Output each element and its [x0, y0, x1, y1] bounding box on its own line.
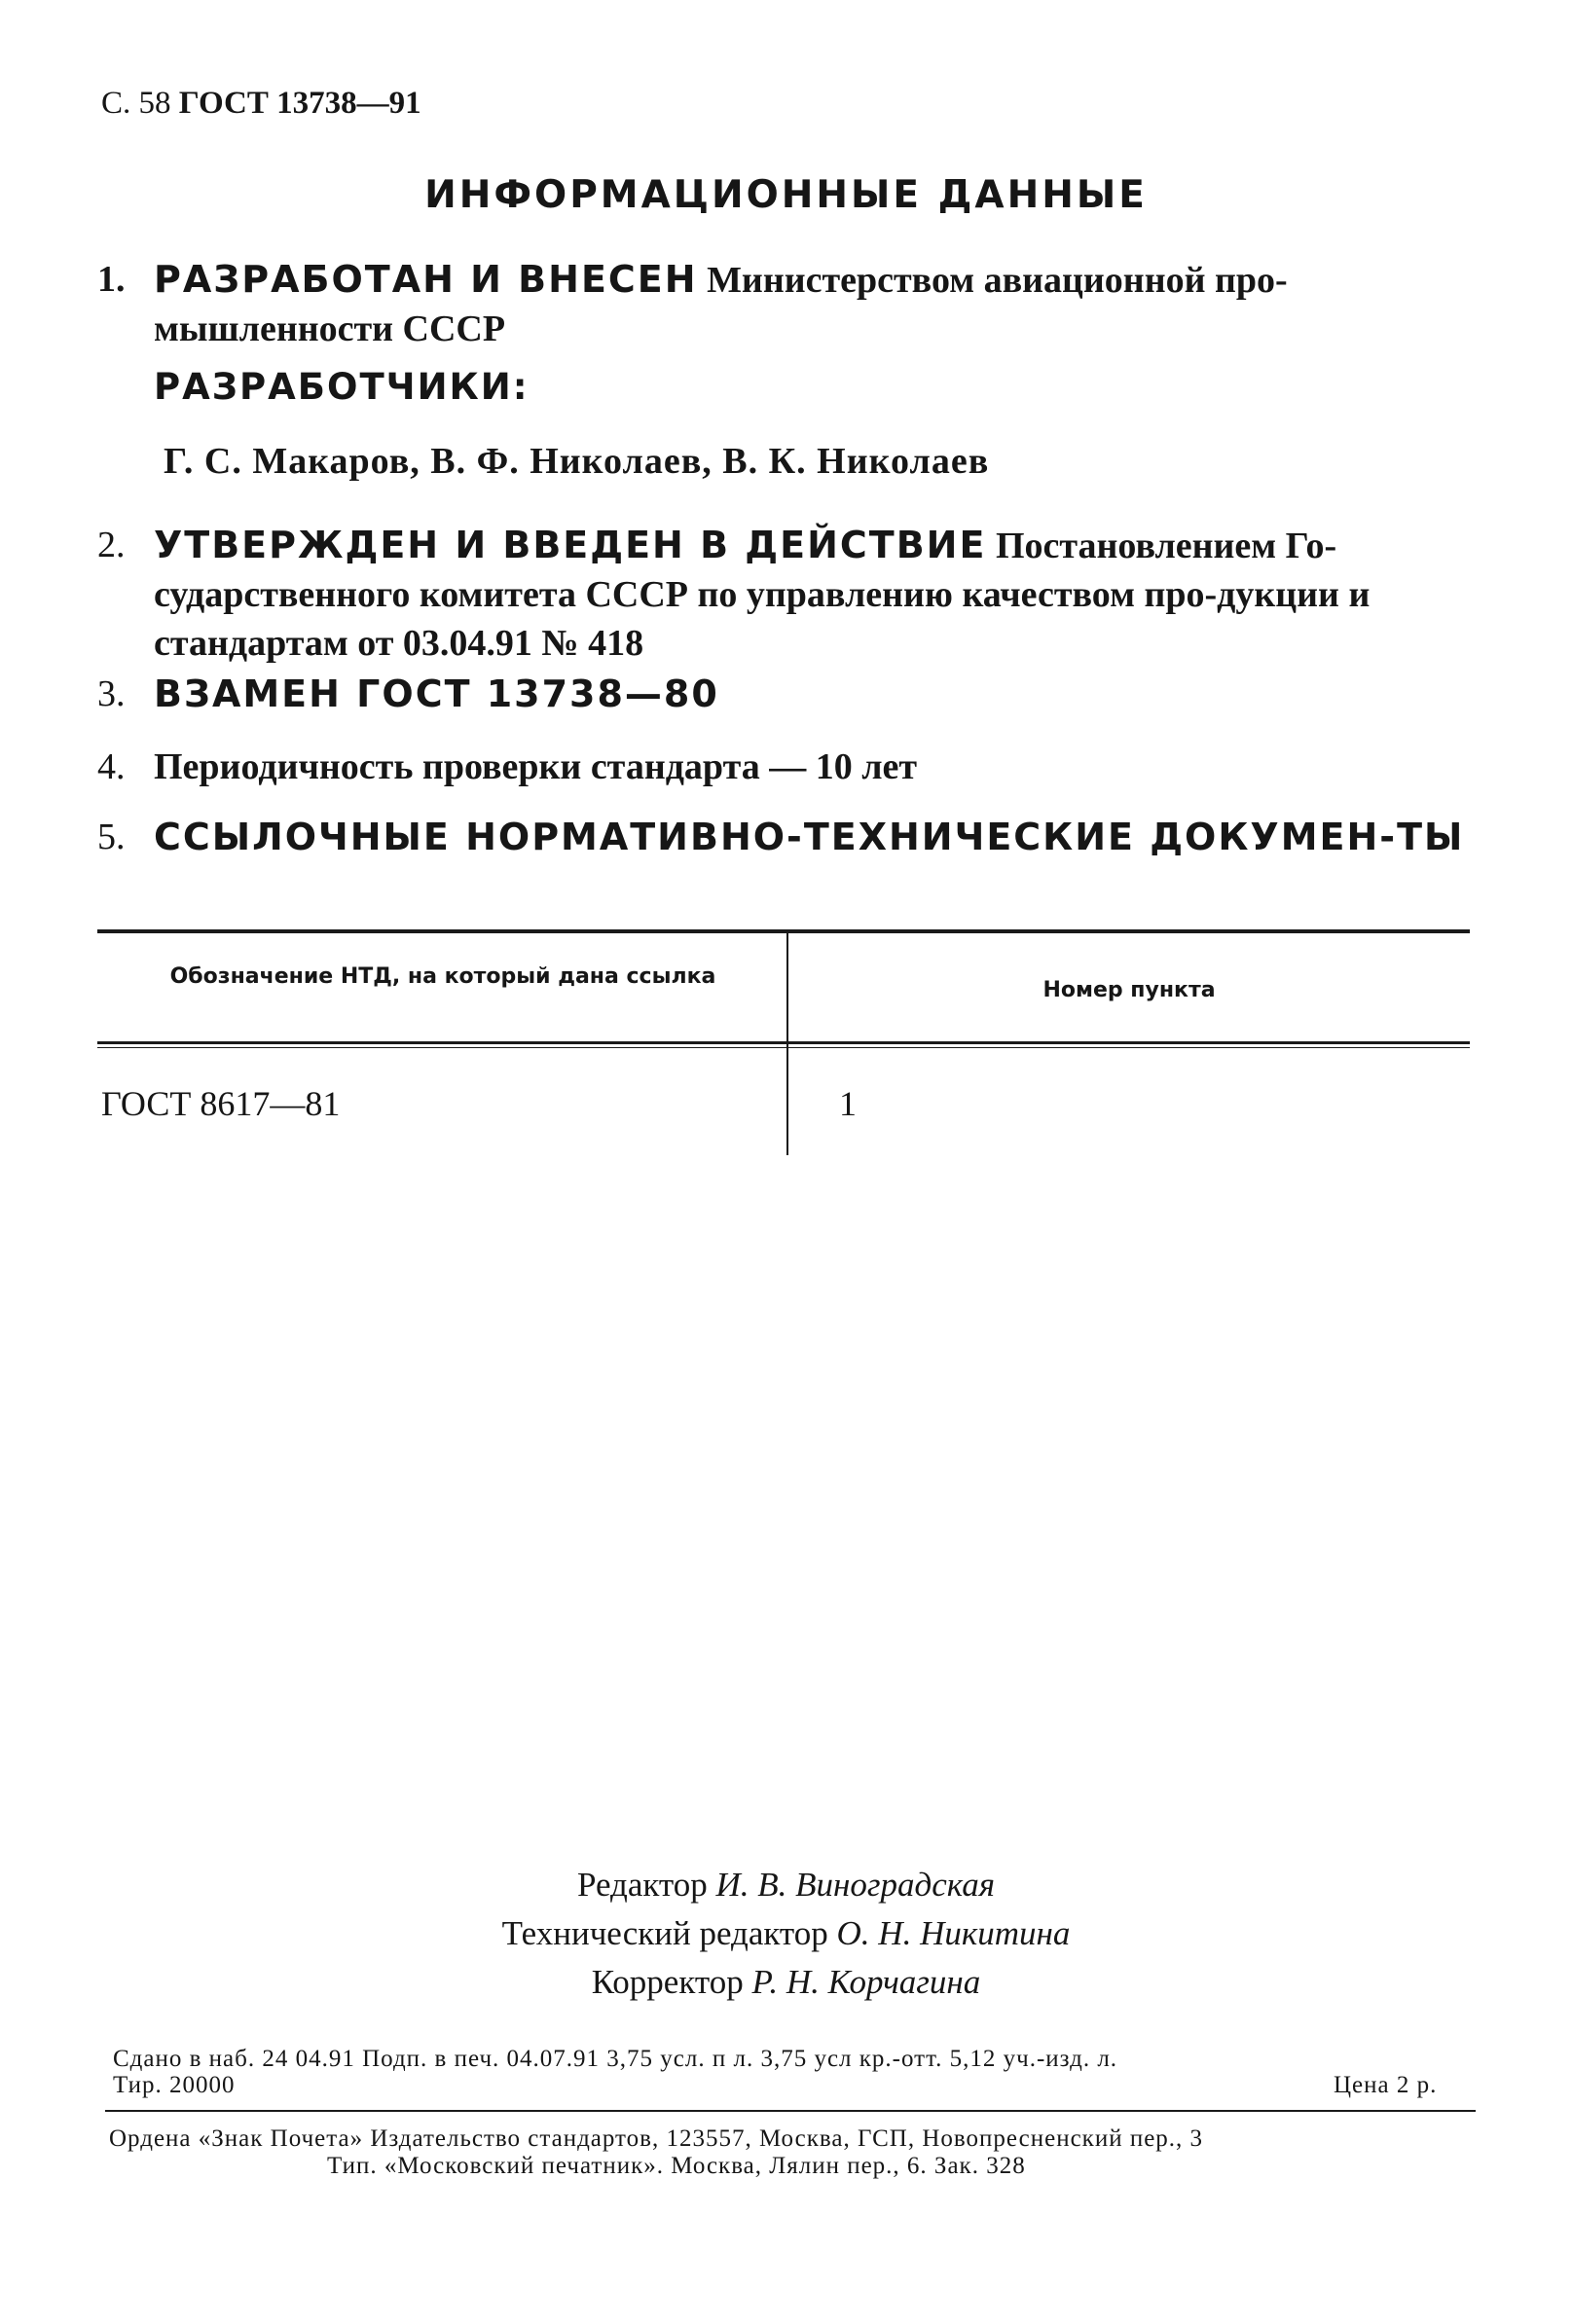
imprint-price: Цена 2 р. [1334, 2072, 1438, 2098]
imprint-line-1: Сдано в наб. 24 04.91 Подп. в печ. 04.07.91 3,75 усл. п л. 3,75 усл кр.-отт. 5,12 уч.-изд. л. [113, 2046, 1118, 2072]
credit-name: Р. Н. Корчагина [751, 1963, 981, 2001]
item-text: ВЗАМЕН ГОСТ 13738—80 [154, 672, 719, 715]
page-header [101, 86, 421, 122]
table-header-clause: Номер пункта [1042, 978, 1216, 1002]
table-cell-clause: 1 [839, 1084, 857, 1123]
item-lead: РАЗРАБОТАН И ВНЕСЕН [154, 258, 698, 301]
item-number: 2. [97, 525, 126, 565]
credit-role: Корректор [591, 1963, 744, 2001]
developers-names: Г. С. Макаров, В. Ф. Николаев, В. К. Николаев [164, 441, 990, 482]
credits-block [0, 1861, 1572, 2007]
info-item-2 [97, 521, 1470, 668]
credit-name: О. Н. Никитина [836, 1914, 1071, 1952]
info-item-3 [97, 670, 1470, 719]
credit-role: Технический редактор [501, 1914, 828, 1952]
credit-name: И. В. Виноградская [715, 1866, 996, 1904]
item-text: Министерством авиационной про-мышленности СССР [154, 260, 1288, 349]
standard-number: ГОСТ 13738—91 [178, 86, 421, 121]
info-item-4 [97, 743, 1470, 791]
imprint-rule [105, 2110, 1476, 2112]
info-item-1 [97, 255, 1470, 353]
developers-label: РАЗРАБОТЧИКИ: [154, 366, 530, 408]
info-item-5 [97, 813, 1470, 862]
item-text: Периодичность проверки стандарта — 10 лет [154, 746, 918, 787]
item-number: 4. [97, 746, 126, 787]
table-header-reference: Обозначение НТД, на который дана ссылка [169, 964, 716, 989]
imprint-circulation: Тир. 20000 [113, 2072, 236, 2098]
item-number: 1. [97, 259, 126, 300]
page-label: С. 58 [101, 86, 171, 121]
page-title: ИНФОРМАЦИОННЫЕ ДАННЫЕ [424, 173, 1148, 217]
item-text: Постановлением Го-сударственного комитета СССР по управлению качеством про-дукции и стандартам от 03.04.91 № 418 [154, 526, 1371, 664]
credit-corrector [0, 1958, 1572, 2007]
credit-tech-editor [0, 1909, 1572, 1958]
table-cell-reference: ГОСТ 8617—81 [101, 1084, 341, 1123]
credit-role: Редактор [576, 1866, 708, 1904]
item-number: 3. [97, 673, 126, 714]
item-lead: УТВЕРЖДЕН И ВВЕДЕН В ДЕЙСТВИЕ [154, 524, 987, 566]
imprint-printer: Тип. «Московский печатник». Москва, Лялин пер., 6. Зак. 328 [327, 2153, 1026, 2179]
imprint-publisher: Ордена «Знак Почета» Издательство стандартов, 123557, Москва, ГСП, Новопресненский пер., 3 [109, 2125, 1204, 2152]
table-header-rule [97, 1041, 1470, 1044]
item-text: ССЫЛОЧНЫЕ НОРМАТИВНО-ТЕХНИЧЕСКИЕ ДОКУМЕН-ТЫ [154, 816, 1465, 858]
table-header-rule-thin [97, 1047, 1470, 1048]
table-column-divider [786, 933, 788, 1155]
item-number: 5. [97, 817, 126, 857]
credit-editor [0, 1861, 1572, 1909]
table-top-rule [97, 929, 1470, 933]
